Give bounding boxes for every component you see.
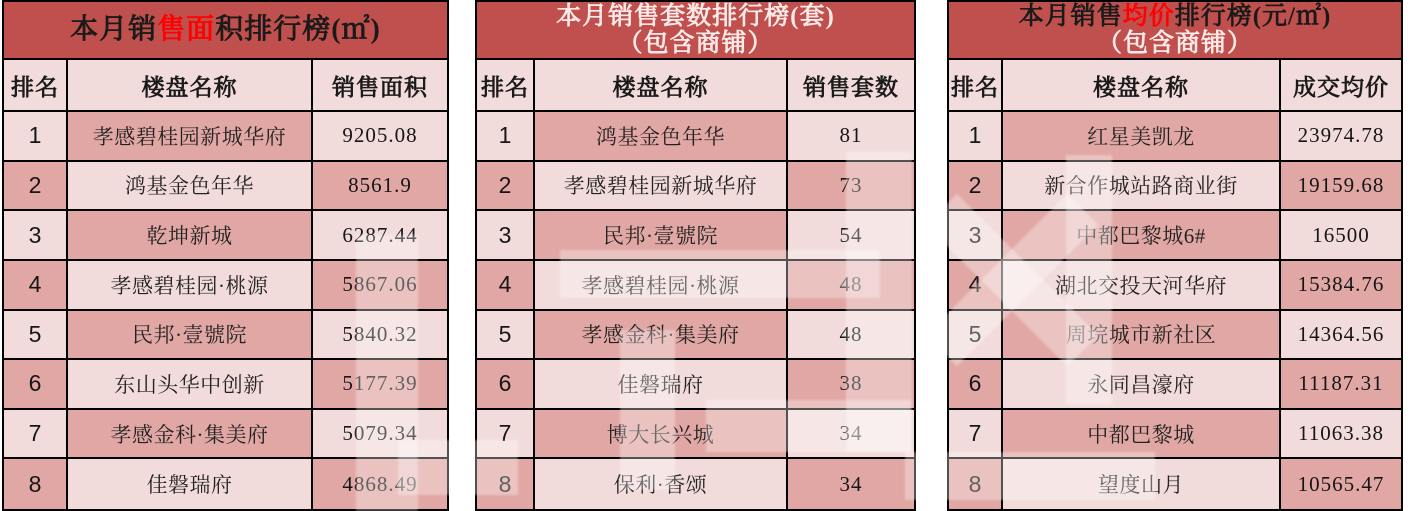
- value-cell: 10565.47: [1281, 459, 1401, 509]
- name-cell: 中都巴黎城: [1003, 410, 1281, 460]
- title-segment: 本月销售套数排行榜(套): [556, 3, 835, 30]
- value-cell: 38: [788, 360, 914, 410]
- rank-cell: 7: [4, 410, 68, 460]
- value-cell: 73: [788, 162, 914, 212]
- value-cell: 81: [788, 112, 914, 162]
- ranking-grid: [477, 60, 914, 509]
- value-cell: 34: [788, 410, 914, 460]
- rank-cell: 3: [477, 211, 535, 261]
- board-subtitle-line: （包含商铺）: [1096, 30, 1253, 57]
- column-header: 销售套数: [788, 60, 914, 112]
- board-title-line: [1019, 3, 1332, 30]
- title-segment: 均价: [1122, 3, 1175, 30]
- rank-cell: 4: [4, 261, 68, 311]
- rank-cell: 5: [4, 311, 68, 361]
- value-cell: 4868.49: [313, 459, 447, 509]
- value-cell: 5840.32: [313, 311, 447, 361]
- name-cell: 孝感金科·集美府: [68, 410, 313, 460]
- column-header: 排名: [949, 60, 1003, 112]
- rank-cell: 3: [949, 211, 1003, 261]
- name-cell: 民邦·壹號院: [535, 211, 788, 261]
- ranking-board-avg-price-ranking: [947, 0, 1403, 511]
- value-cell: 11063.38: [1281, 410, 1401, 460]
- board-title: [477, 2, 914, 60]
- rank-cell: 6: [4, 360, 68, 410]
- name-cell: 乾坤新城: [68, 211, 313, 261]
- ranking-board-sales-area-ranking: [2, 0, 449, 511]
- value-cell: 11187.31: [1281, 360, 1401, 410]
- ranking-board-sales-units-ranking: [475, 0, 916, 511]
- value-cell: 19159.68: [1281, 162, 1401, 212]
- title-segment: 本月销售: [1018, 3, 1123, 30]
- title-segment: 积排行榜(㎡): [215, 14, 381, 45]
- ranking-grid: [949, 60, 1401, 509]
- column-header: 销售面积: [313, 60, 447, 112]
- board-title-line: [556, 3, 835, 30]
- value-cell: 15384.76: [1281, 261, 1401, 311]
- rank-cell: 1: [477, 112, 535, 162]
- name-cell: 孝感碧桂园新城华府: [68, 112, 313, 162]
- rank-cell: 5: [477, 311, 535, 361]
- value-cell: 14364.56: [1281, 311, 1401, 361]
- value-cell: 48: [788, 261, 914, 311]
- value-cell: 5177.39: [313, 360, 447, 410]
- rank-cell: 4: [477, 261, 535, 311]
- title-segment: 本月销: [70, 14, 158, 45]
- name-cell: 湖北交投天河华府: [1003, 261, 1281, 311]
- name-cell: 孝感碧桂园·桃源: [68, 261, 313, 311]
- name-cell: 博大长兴城: [535, 410, 788, 460]
- value-cell: 23974.78: [1281, 112, 1401, 162]
- rank-cell: 6: [949, 360, 1003, 410]
- rank-cell: 8: [949, 459, 1003, 509]
- name-cell: 孝感碧桂园新城华府: [535, 162, 788, 212]
- value-cell: 9205.08: [313, 112, 447, 162]
- board-title: [4, 2, 447, 60]
- title-segment: 排行榜(元/㎡): [1174, 3, 1332, 30]
- name-cell: 佳磐瑞府: [535, 360, 788, 410]
- rank-cell: 1: [4, 112, 68, 162]
- name-cell: 鸿基金色年华: [535, 112, 788, 162]
- ranking-grid: [4, 60, 447, 509]
- rank-cell: 7: [949, 410, 1003, 460]
- column-header: 楼盘名称: [1003, 60, 1281, 112]
- name-cell: 红星美凯龙: [1003, 112, 1281, 162]
- name-cell: 孝感碧桂园·桃源: [535, 261, 788, 311]
- value-cell: 5867.06: [313, 261, 447, 311]
- board-title-line: [70, 15, 381, 45]
- column-header: 排名: [4, 60, 68, 112]
- rank-cell: 4: [949, 261, 1003, 311]
- title-segment: 售面: [157, 14, 216, 45]
- rank-cell: 3: [4, 211, 68, 261]
- rank-cell: 1: [949, 112, 1003, 162]
- name-cell: 中都巴黎城6#: [1003, 211, 1281, 261]
- name-cell: 鸿基金色年华: [68, 162, 313, 212]
- board-subtitle-line: （包含商铺）: [617, 30, 774, 57]
- name-cell: 望度山月: [1003, 459, 1281, 509]
- name-cell: 民邦·壹號院: [68, 311, 313, 361]
- column-header: 楼盘名称: [68, 60, 313, 112]
- board-title: [949, 2, 1401, 60]
- rank-cell: 7: [477, 410, 535, 460]
- name-cell: 保利·香颂: [535, 459, 788, 509]
- column-header: 排名: [477, 60, 535, 112]
- column-header: 成交均价: [1281, 60, 1401, 112]
- rank-cell: 6: [477, 360, 535, 410]
- rank-cell: 8: [477, 459, 535, 509]
- column-header: 楼盘名称: [535, 60, 788, 112]
- rank-cell: 5: [949, 311, 1003, 361]
- value-cell: 5079.34: [313, 410, 447, 460]
- name-cell: 永同昌濠府: [1003, 360, 1281, 410]
- value-cell: 8561.9: [313, 162, 447, 212]
- value-cell: 34: [788, 459, 914, 509]
- rank-cell: 2: [949, 162, 1003, 212]
- name-cell: 佳磐瑞府: [68, 459, 313, 509]
- value-cell: 16500: [1281, 211, 1401, 261]
- rank-cell: 2: [477, 162, 535, 212]
- name-cell: 孝感金科·集美府: [535, 311, 788, 361]
- value-cell: 54: [788, 211, 914, 261]
- rank-cell: 8: [4, 459, 68, 509]
- value-cell: 6287.44: [313, 211, 447, 261]
- value-cell: 48: [788, 311, 914, 361]
- rank-cell: 2: [4, 162, 68, 212]
- name-cell: 东山头华中创新: [68, 360, 313, 410]
- name-cell: 周垸城市新社区: [1003, 311, 1281, 361]
- name-cell: 新合作城站路商业街: [1003, 162, 1281, 212]
